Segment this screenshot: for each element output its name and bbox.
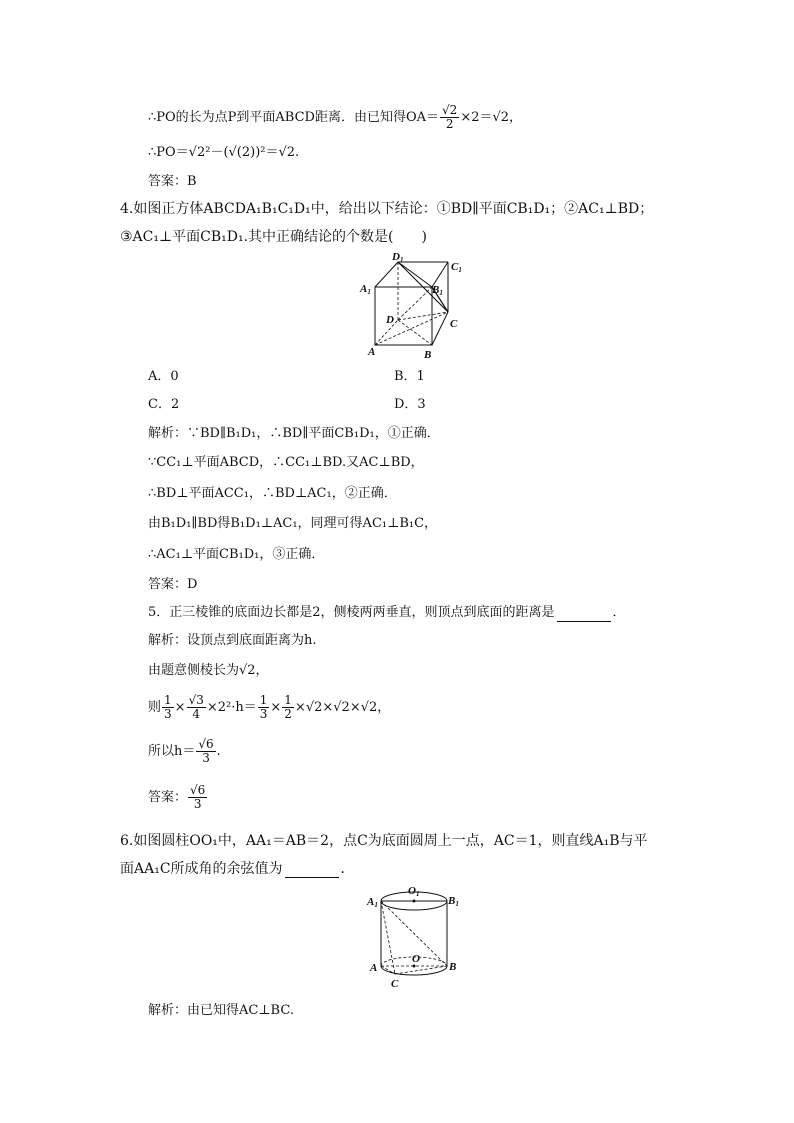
- diag-d-b1: [398, 287, 432, 320]
- text-segment: 答案：: [148, 790, 188, 805]
- line-c-b: [395, 966, 447, 974]
- solution-5-line-4: [148, 738, 221, 765]
- text-segment: 则: [148, 700, 162, 715]
- label-a1: A1: [367, 896, 378, 909]
- label-d1: D1: [392, 251, 404, 264]
- fraction-numerator: √6: [190, 783, 206, 797]
- label-b1: B1: [448, 895, 459, 908]
- solution-5-line-2: 由题意侧棱长为√2，: [148, 663, 269, 678]
- edge-b-c: [432, 312, 448, 345]
- fraction-numerator: √6: [198, 737, 214, 751]
- question-6-line-1: 6.如图圆柱OO₁中，AA₁＝AB＝2，点C为底面圆周上一点，AC＝1，则直线A₁B与平: [120, 833, 648, 849]
- fraction: [282, 694, 294, 721]
- fraction: [188, 784, 207, 811]
- question-4-line-1: 4.如图正方体ABCDA₁B₁C₁D₁中，给出以下结论：①BD∥平面CB₁D₁；②AC₁⊥BD；: [120, 201, 654, 217]
- fraction-numerator: 1: [284, 693, 292, 707]
- text-segment: .: [216, 744, 221, 759]
- label-b: B: [449, 961, 457, 973]
- text-segment: ×2²·h＝: [206, 700, 257, 715]
- text-segment: 5．正三棱锥的底面边长都是2，侧棱两两垂直，则顶点到底面的距离是: [148, 605, 555, 620]
- text-segment: ×: [174, 700, 186, 715]
- diag-d1-b1: [398, 262, 432, 287]
- fraction-denominator: 2: [445, 117, 454, 131]
- text-segment: 面AA₁C所成角的余弦值为: [120, 861, 283, 877]
- fraction: [196, 738, 215, 765]
- text-segment: ×√2×√2×√2，: [294, 700, 391, 715]
- solution-4-line-1: 解析：∵BD∥B₁D₁，∴BD∥平面CB₁D₁，①正确．: [148, 426, 440, 441]
- cube-figure: [358, 250, 468, 362]
- option-c: C．2: [148, 397, 180, 412]
- solution-5-line-1: 解析：设顶点到底面距离为h.: [148, 633, 317, 648]
- text-line-po-value: ∴PO＝√2²－(√(2))²＝√2.: [148, 145, 300, 160]
- fraction-denominator: 3: [164, 707, 172, 721]
- fraction: [440, 104, 459, 131]
- option-d: D．3: [394, 397, 426, 412]
- answer-5: [148, 784, 208, 811]
- label-b: B: [424, 349, 432, 361]
- fraction-denominator: 3: [259, 707, 268, 721]
- answer-4: 答案：D: [148, 577, 198, 592]
- edge-a1-d1: [375, 262, 398, 287]
- fraction-numerator: √2: [442, 103, 458, 117]
- solution-4-line-5: ∴AC₁⊥平面CB₁D₁，③正确．: [148, 547, 325, 562]
- point-o1: [413, 900, 416, 903]
- label-a1: A1: [360, 283, 371, 296]
- question-5: [148, 604, 626, 622]
- label-o1: O1: [408, 885, 420, 898]
- cylinder-figure: [364, 880, 464, 992]
- label-o: O: [412, 953, 420, 965]
- text-segment: ×: [270, 700, 282, 715]
- option-b: B．1: [394, 369, 425, 384]
- solution-4-line-3: ∴BD⊥平面ACC₁，∴BD⊥AC₁，②正确．: [148, 486, 397, 501]
- fraction: [187, 694, 206, 721]
- line-a1-c: [381, 901, 395, 974]
- text-line-po-length: [148, 104, 522, 131]
- text-segment: ∴PO的长为点P到平面ABCD距离．由已知得OA＝: [148, 110, 440, 125]
- fraction-denominator: 3: [202, 751, 210, 765]
- label-c: C: [450, 318, 458, 330]
- text-segment: ×2＝√2，: [460, 110, 523, 125]
- fraction-numerator: √3: [188, 693, 204, 707]
- label-d: D: [386, 314, 394, 326]
- solution-4-line-4: 由B₁D₁∥BD得B₁D₁⊥AC₁，同理可得AC₁⊥B₁C，: [148, 516, 438, 531]
- question-6-line-2: [120, 860, 355, 878]
- fraction-numerator: 1: [259, 693, 268, 707]
- fraction-denominator: 3: [193, 797, 202, 811]
- text-segment: 所以h＝: [148, 744, 196, 759]
- solution-6-line-1: 解析：由已知得AC⊥BC.: [148, 1003, 294, 1018]
- answer-blank: [557, 607, 611, 622]
- option-a: A．0: [148, 369, 179, 384]
- question-4-line-2: ③AC₁⊥平面CB₁D₁.其中正确结论的个数是( ): [120, 229, 427, 245]
- solution-5-line-3: [148, 694, 390, 721]
- answer-3: 答案：B: [148, 174, 197, 189]
- label-c: C: [391, 978, 399, 990]
- label-b1: B1: [432, 284, 443, 297]
- fraction-numerator: 1: [164, 693, 172, 707]
- fraction: [258, 694, 270, 721]
- fraction: [162, 694, 174, 721]
- text-segment: ．: [612, 605, 626, 620]
- fraction-denominator: 4: [192, 707, 201, 721]
- text-segment: ．: [340, 861, 355, 877]
- label-a: A: [368, 346, 376, 358]
- answer-blank: [285, 863, 339, 878]
- solution-4-line-2: ∵CC₁⊥平面ABCD，∴CC₁⊥BD.又AC⊥BD，: [148, 455, 424, 470]
- label-a: A: [370, 962, 378, 974]
- label-c1: C1: [451, 261, 462, 274]
- fraction-denominator: 2: [284, 707, 292, 721]
